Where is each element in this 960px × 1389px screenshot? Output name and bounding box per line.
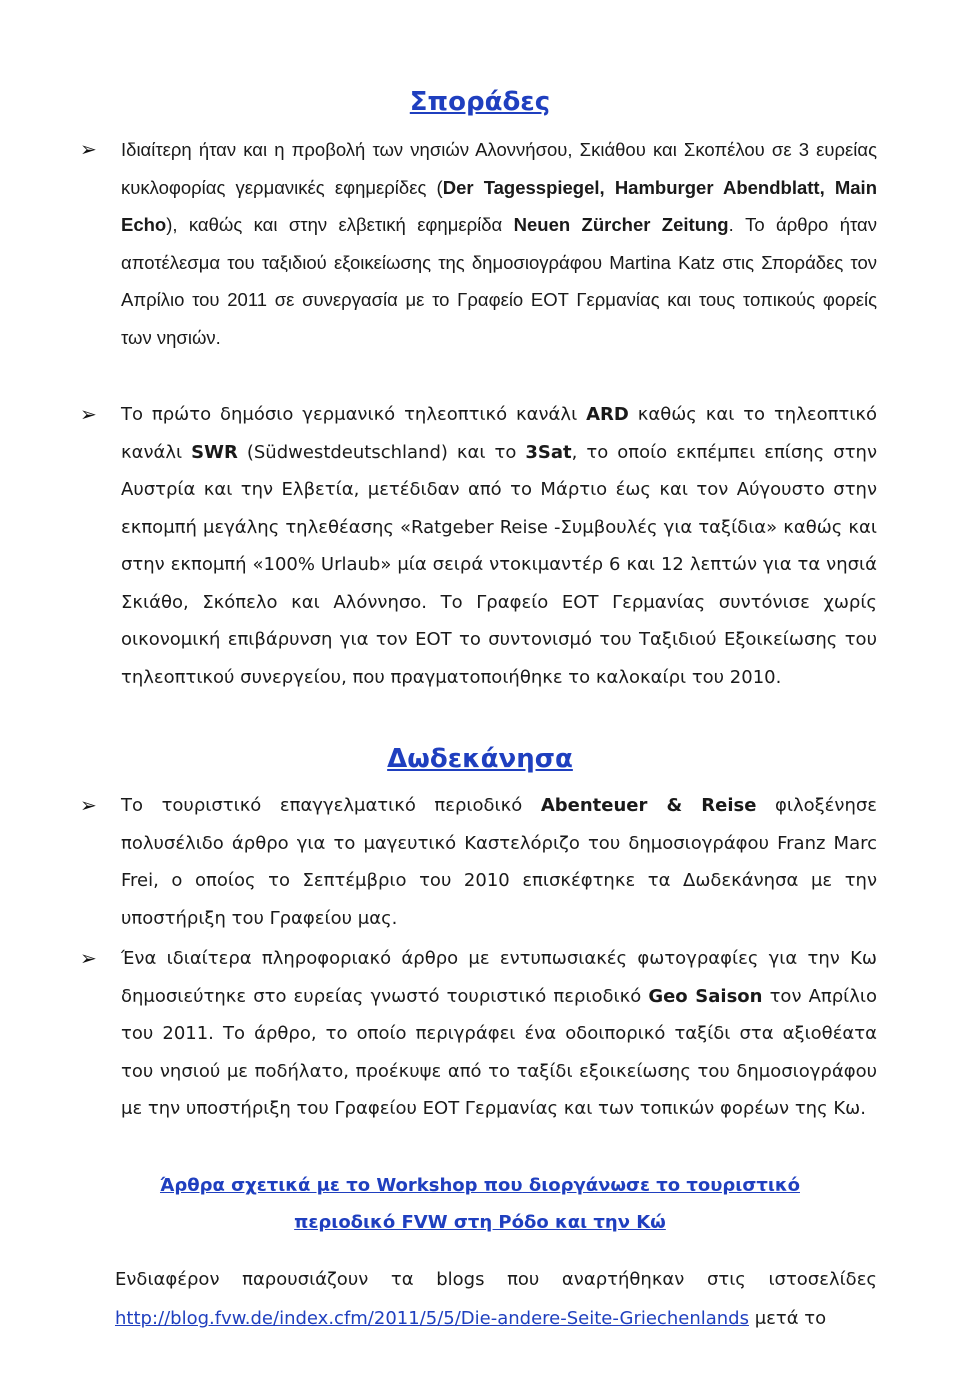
blogs-intro-text: Ενδιαφέρον παρουσιάζουν τα blogs που αναρτήθηκαν στις ιστοσελίδες [115, 1269, 877, 1290]
bullet-arrow-icon: ➢ [80, 402, 97, 426]
workshop-heading-line2[interactable]: περιοδικό FVW στη Ρόδο και την Κώ [294, 1212, 666, 1233]
blogs-after-link: μετά το [754, 1308, 827, 1329]
bullet-arrow-icon: ➢ [80, 137, 97, 161]
workshop-heading-line1[interactable]: Άρθρα σχετικά με το Workshop που διοργάνωσε το τουριστικό [159, 1175, 800, 1196]
blog-link[interactable]: http://blog.fvw.de/index.cfm/2011/5/5/Die-andere-Seite-Griechenlands [115, 1308, 749, 1329]
section-heading-dodecanese: Δωδεκάνησα [387, 744, 573, 774]
paragraph-dodecanese-kos: Ένα ιδιαίτερα πληροφοριακό άρθρο με εντυπωσιακές φωτογραφίες για την Κω δημοσιεύτηκε στο ευρείας γνωστό τουριστικό περιοδικό Geo Saison τον Απρίλιο του 2011. Το άρθρο, το οποίο περιγράφει ένα οδοιπορικό ταξίδι στα αξιοθέατα του νησιού με ποδήλατο, προέκυψε από το ταξίδι εξοικείωσης του δημοσιογράφου με την υποστήριξη του Γραφείου ΕΟΤ Γερμανίας και των τοπικών φορέων της Κω. [121, 948, 878, 1119]
paragraph-blogs [115, 1260, 877, 1338]
paragraph-sporades-newspapers: Ιδιαίτερη ήταν και η προβολή των νησιών Αλοννήσου, Σκιάθου και Σκοπέλου σε 3 ευρείας κυκλοφορίας γερμανικές εφημερίδες (Der Tagesspiegel, Hamburger Abendblatt, Main Echo), καθώς και στην ελβετική εφημερίδα Neuen Zürcher Zeitung. Το άρθρο ήταν αποτέλεσμα του ταξιδιού εξοικείωσης της δημοσιογράφου Martina Katz στις Σποράδες τον Απρίλιο του 2011 σε συνεργασία με το Γραφείο ΕΟΤ Γερμανίας και τους τοπικούς φορείς των νησιών. [121, 139, 878, 348]
paragraph-sporades-tv: Το πρώτο δημόσιο γερμανικό τηλεοπτικό κανάλι ARD καθώς και το τηλεοπτικό κανάλι SWR (Südwestdeutschland) και το 3Sat, το οποίο εκπέμπει επίσης στην Αυστρία και την Ελβετία, μετέδιδαν από το Μάρτιο έως και τον Αύγουστο στην εκπομπή μεγάλης τηλεθέασης «Ratgeber Reise -Συμβουλές για ταξίδια» καθώς και στην εκπομπή «100% Urlaub» μία σειρά ντοκιμαντέρ 6 και 12 λεπτών για τα νησιά Σκιάθο, Σκόπελο και Αλόννησο. Το Γραφείο ΕΟΤ Γερμανίας συντόνισε χωρίς οικονομική επιβάρυνση για τον ΕΟΤ το συντονισμό του Ταξιδιού Εξοικείωσης του τηλεοπτικού συνεργείου, που πραγματοποιήθηκε το καλοκαίρι του 2010. [121, 404, 877, 688]
bullet-arrow-icon: ➢ [80, 793, 97, 817]
section-heading-sporades: Σποράδες [409, 87, 551, 117]
bullet-arrow-icon: ➢ [80, 946, 97, 970]
paragraph-dodecanese-kastellorizo: Το τουριστικό επαγγελματικό περιοδικό Abenteuer & Reise φιλοξένησε πολυσέλιδο άρθρο για το μαγευτικό Καστελόριζο του δημοσιογράφου Franz Marc Frei, ο οποίος το Σεπτέμβριο του 2010 επισκέφτηκε τα Δωδεκάνησα με την υποστήριξη του Γραφείου μας. [121, 795, 877, 929]
